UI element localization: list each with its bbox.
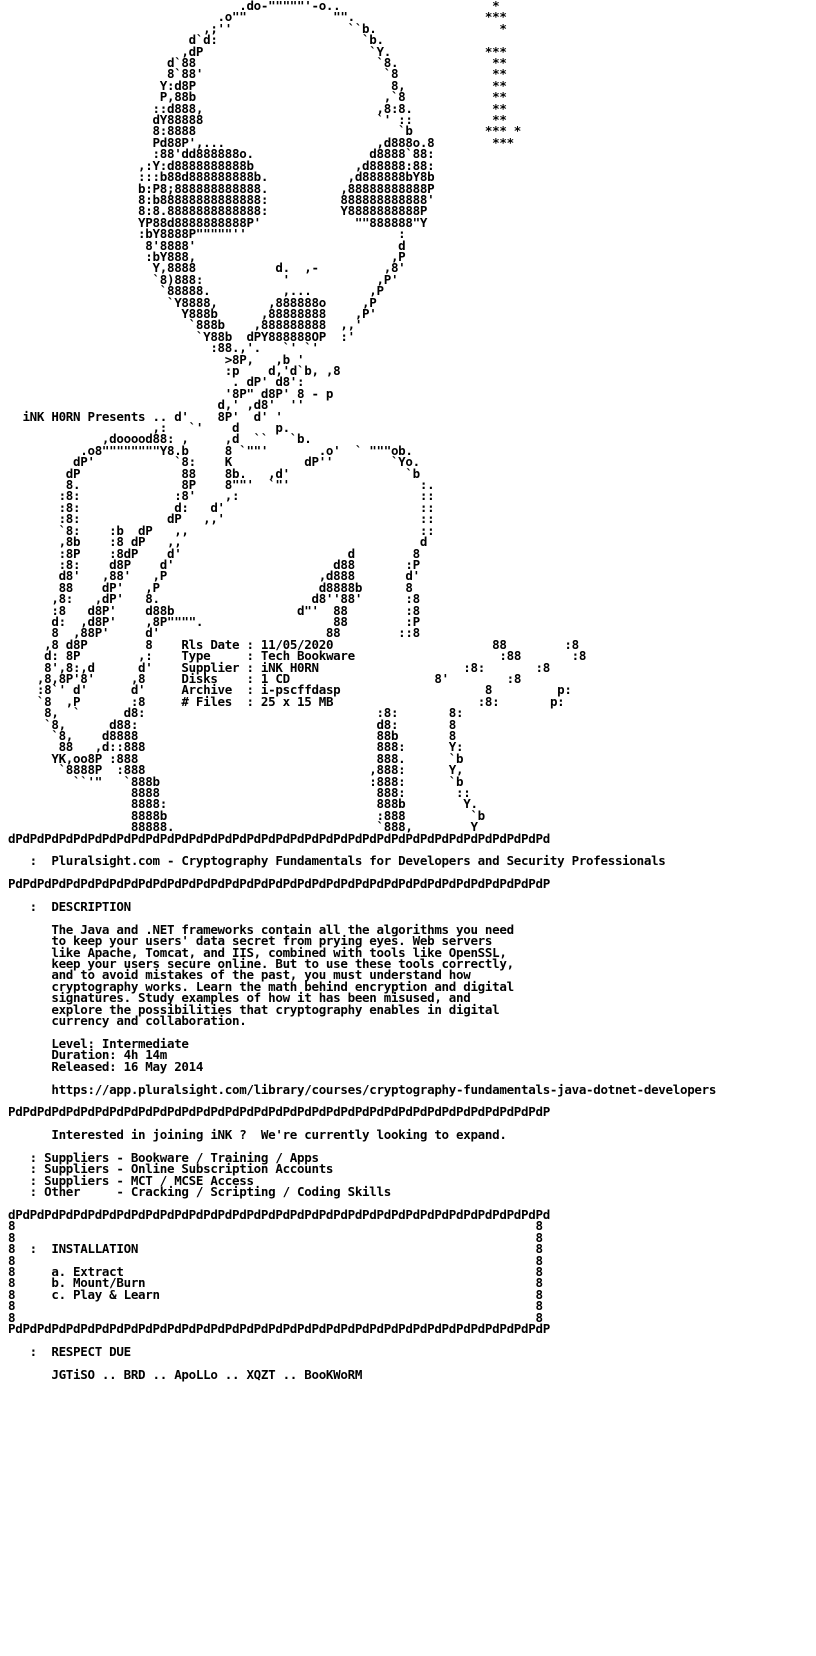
respect-heading: : RESPECT DUE (8, 1343, 131, 1359)
recruit-item: : Suppliers - Bookware / Training / Apps (8, 1149, 319, 1165)
release-info-value: 1 CD (260, 670, 290, 686)
release-info-value: iNK H0RN (260, 659, 319, 675)
install-step: 8 c. Play & Learn 8 (8, 1286, 543, 1302)
recruit-intro: Interested in joining iNK ? We're currently looking to expand. (8, 1127, 507, 1143)
release-info-line: Archive : i-pscffdasp (181, 682, 341, 698)
install-box-top: dPdPdPdPdPdPdPdPdPdPdPdPdPdPdPdPdPdPdPdPdPdPdPdPdPdPdPdPdPdPdPdPdPdPdPdPdPd (8, 1206, 550, 1222)
divider-description: PdPdPdPdPdPdPdPdPdPdPdPdPdPdPdPdPdPdPdPdPdPdPdPdPdPdPdPdPdPdPdPdPdPdPdPdPdP (8, 1104, 550, 1120)
release-info-label: Type (181, 648, 240, 664)
description-body: The Java and .NET frameworks contain all the algorithms you need to keep your users' data secret from prying eyes. Web servers like Apache, Tomcat, and IIS, combined with tools like OpenSSL, keep your users secure online. But to use these tools correctly, and to avoid mistakes of the past, you must understand how cryptography works. Learn the math behind encryption and digital signatures. Study examples of how it has been misused, and explore the possibilities that cryptography enables in digital currency and collaboration. (51, 921, 514, 1029)
install-step: 8 b. Mount/Burn 8 (8, 1275, 543, 1291)
release-title: : Pluralsight.com - Cryptography Fundamentals for Developers and Security Professionals (8, 853, 666, 869)
description-heading: : DESCRIPTION (8, 899, 131, 915)
release-info-value: 11/05/2020 (260, 636, 334, 652)
install-box-bottom: PdPdPdPdPdPdPdPdPdPdPdPdPdPdPdPdPdPdPdPdPdPdPdPdPdPdPdPdPdPdPdPdPdPdPdPdPdP (8, 1320, 550, 1336)
release-info-label: Disks (181, 670, 240, 686)
install-box-edge: 8 8 (8, 1252, 543, 1268)
release-info-label: Supplier (181, 659, 240, 675)
divider-top: dPdPdPdPdPdPdPdPdPdPdPdPdPdPdPdPdPdPdPdPdPdPdPdPdPdPdPdPdPdPdPdPdPdPdPdPdPd (8, 830, 550, 846)
ascii-art-banner: .do-"""""'-o.. * .o"" "". *** ,;'' ``b. * d`d: `b. ,dP `Y. *** d`88 `8. ** 8`88' `8 ** Y:d8P 8, ** P,88b ,`8 ** ::d888, ,8:8. ** dY88888 `' :: ** 8:8888 `b *** * Pd88P',... ,d888o.8 *** :88'dd888888o. d8888`88: ,:Y:d8888888888b ,d88888:88: :::b88d888888888b. ,d888888bY8b b:P8;888888888888. ,88888888888P 8:b88888888888888: 888888888888' 8:8.8888888888888: Y8888888888P YP88d8888888888P' ""888888"Y :bY8888P"""""'' : 8'8888' d :bY888, ,P Y,8888 d. ,- ,8' `8)888: ' ,P' `88888. ,... ,P `Y8888, ,888888o ,P Y888b ,88888888 ,P' `888b ,888888888 ,,' `Y88b dPY888888OP :' :88.,'. `' `' >8P, ,b ' :p d,'d`b, ,8 . dP' d8': '8P" d8P' 8 - p d,' ,d8' '' iNK H0RN Presents .. d' 8P' d' ' ,: `' d p. ,dooood88: , ,d `` `b. .o8""""""""Y8.b 8 `""' .o' ` """ob. dP' `8: K dP'' `Yo. dP 88 8b. ,d' `b 8. 8P 8""' `"' :. :8: :8' ,: :: :8: d: d' :: :8: dP ,,' :: `8: :b dP ,, :: ,8b :8 dP ,, d :8P :8dP d' d 8 :8: d8P d' d88 :P d8' ,88' ,P ,d888 d' 88 dP' ,P d8888b 8 ,8: ,dP' 8. d8''88' :8 :8 d8P' d88b d"' 88 :8 d: ,d8P' ,8P"""". 88 :P 8 ,88P' d' 88 ::8 ,8 d8P 8 Rls Date : 11/05/2020 88 :8 d: 8P ,: Type : Tech Bookware :88 :8 8',8:,d d' Supplier : iNK H0RN :8: :8 ,8,8P'8' ,8 Disks : 1 CD 8' :8 :8`' d' d' Archive : i-pscffdasp 8 p: `8 ,P :8 # Files : 25 x 15 MB :8: p: 8, ` d8: :8: 8: `8, d88: d8: 8 `8, d8888 88b 8 88 ,d::888 888: Y: YK,oo8P :888 888. `b `8888P :888 ,888: Y, ``'" `888b :888: `b 8888 888: :: 8888: 888b Y. 8888b :888 `b 88888. `888, Y (22, 0, 587, 835)
release-info-line: Supplier : iNK H0RN (181, 659, 319, 675)
course-released: Released: 16 May 2014 (8, 1058, 204, 1074)
release-info-line: Disks : 1 CD (181, 670, 290, 686)
respect-groups: JGTiSO .. BRD .. ApoLLo .. XQZT .. BooKWoRM (8, 1366, 363, 1382)
release-info-line: # Files : 25 x 15 MB (181, 693, 334, 709)
install-box-edge: 8 8 (8, 1218, 543, 1234)
release-info-value: i-pscffdasp (260, 682, 341, 698)
course-url: https://app.pluralsight.com/library/courses/cryptography-fundamentals-java-dotnet-developers (8, 1081, 717, 1097)
nfo-document (8, 0, 716, 1380)
course-duration: Duration: 4h 14m (8, 1047, 167, 1063)
install-step: 8 a. Extract 8 (8, 1263, 543, 1279)
install-box (8, 1206, 716, 1336)
recruit-item: : Suppliers - MCT / MCSE Access (8, 1172, 254, 1188)
release-info-value: Tech Bookware (260, 648, 355, 664)
recruit-item: : Suppliers - Online Subscription Accounts (8, 1161, 334, 1177)
install-box-edge: 8 8 (8, 1229, 543, 1245)
install-box-edge: 8 8 (8, 1298, 543, 1314)
recruit-item: : Other - Cracking / Scripting / Coding Skills (8, 1184, 391, 1200)
release-info-value: 25 x 15 MB (260, 693, 334, 709)
divider-title: PdPdPdPdPdPdPdPdPdPdPdPdPdPdPdPdPdPdPdPdPdPdPdPdPdPdPdPdPdPdPdPdPdPdPdPdPdP (8, 876, 550, 892)
release-info-label: Rls Date (181, 636, 240, 652)
course-level: Level: Intermediate (8, 1035, 189, 1051)
release-info-line: Type : Tech Bookware (181, 648, 355, 664)
install-box-edge: 8 8 (8, 1309, 543, 1325)
release-info-label: # Files (181, 693, 240, 709)
install-heading: 8 : INSTALLATION 8 (8, 1241, 543, 1257)
release-info-line: Rls Date : 11/05/2020 (181, 636, 334, 652)
release-info-label: Archive (181, 682, 240, 698)
